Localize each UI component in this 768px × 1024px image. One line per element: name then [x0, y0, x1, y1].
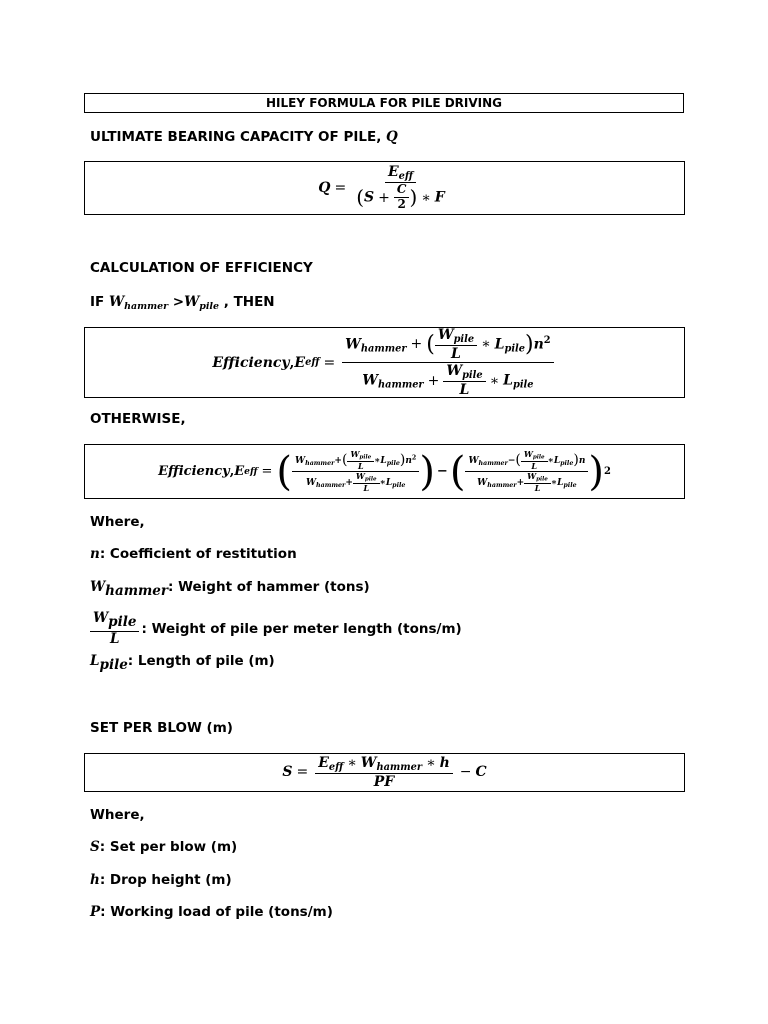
def-h: h: Drop height (m)	[90, 872, 232, 888]
document-title: HILEY FORMULA FOR PILE DRIVING	[84, 93, 684, 113]
q-symbol: Q	[386, 129, 398, 145]
q-formula-box	[84, 161, 685, 215]
def-w-hammer: $W_{hammer}$: Weight of hammer (tons)	[90, 579, 370, 600]
efficiency-formula: Efficiency , E eff = $W_{hammer}$ + ( $\frac{W_{pile}}{L}$ ∗ $L_{pile})n^2$ $W_{hammer}$ + $\frac{W_{pile}}{L}$ ∗ $L_{pile}$	[212, 327, 556, 399]
ultimate-capacity-heading	[90, 128, 398, 146]
where-label-2: Where,	[90, 807, 145, 823]
otherwise-label: OTHERWISE,	[90, 411, 186, 427]
def-s: S: Set per blow (m)	[90, 839, 238, 855]
efficiency-condition: IF $W_{hammer} >W_{pile}$ , THEN	[90, 294, 275, 312]
def-n: n: Coefficient of restitution	[90, 546, 297, 562]
set-formula-box	[84, 753, 685, 792]
def-l-pile: $L_{pile}$: Length of pile (m)	[90, 653, 275, 674]
q-formula: Q = $E_{eff}$ (S + $\frac{C}{2}$ ) ∗ F	[318, 164, 445, 212]
def-p: P: Working load of pile (tons/m)	[90, 904, 333, 920]
set-per-blow-heading: SET PER BLOW (m)	[90, 720, 233, 736]
efficiency-alt-formula-box	[84, 444, 685, 499]
def-w-pile-per-l: $\frac{W_{pile}}{L}$ : Weight of pile per meter length (tons/m)	[90, 611, 462, 647]
efficiency-heading: CALCULATION OF EFFICIENCY	[90, 260, 313, 276]
efficiency-alt-formula: Efficiency , E eff = ( $W_{hammer}+$( $\frac{W_{pile}}{L}$ $∗L_{pile})n^2$ $W_{hammer}+$ $\frac{W_{pile}}{L}$ $∗L_{pile}$ ) − ( $W_{hammer}-$( $\frac{W_{pile}}{L}$ $∗L_{pile})n$ $W_{hammer}+$ $\frac{W_{pile}}{L}$ $∗L_{pile}$ ) 2	[158, 448, 611, 495]
where-label-1: Where,	[90, 514, 145, 530]
set-formula: S = $\frac{E_{eff} ∗ W_{hammer} ∗ h}{PF}$ − C	[282, 754, 487, 791]
ultimate-heading-text: ULTIMATE BEARING CAPACITY OF PILE,	[90, 129, 382, 145]
efficiency-formula-box	[84, 327, 685, 398]
